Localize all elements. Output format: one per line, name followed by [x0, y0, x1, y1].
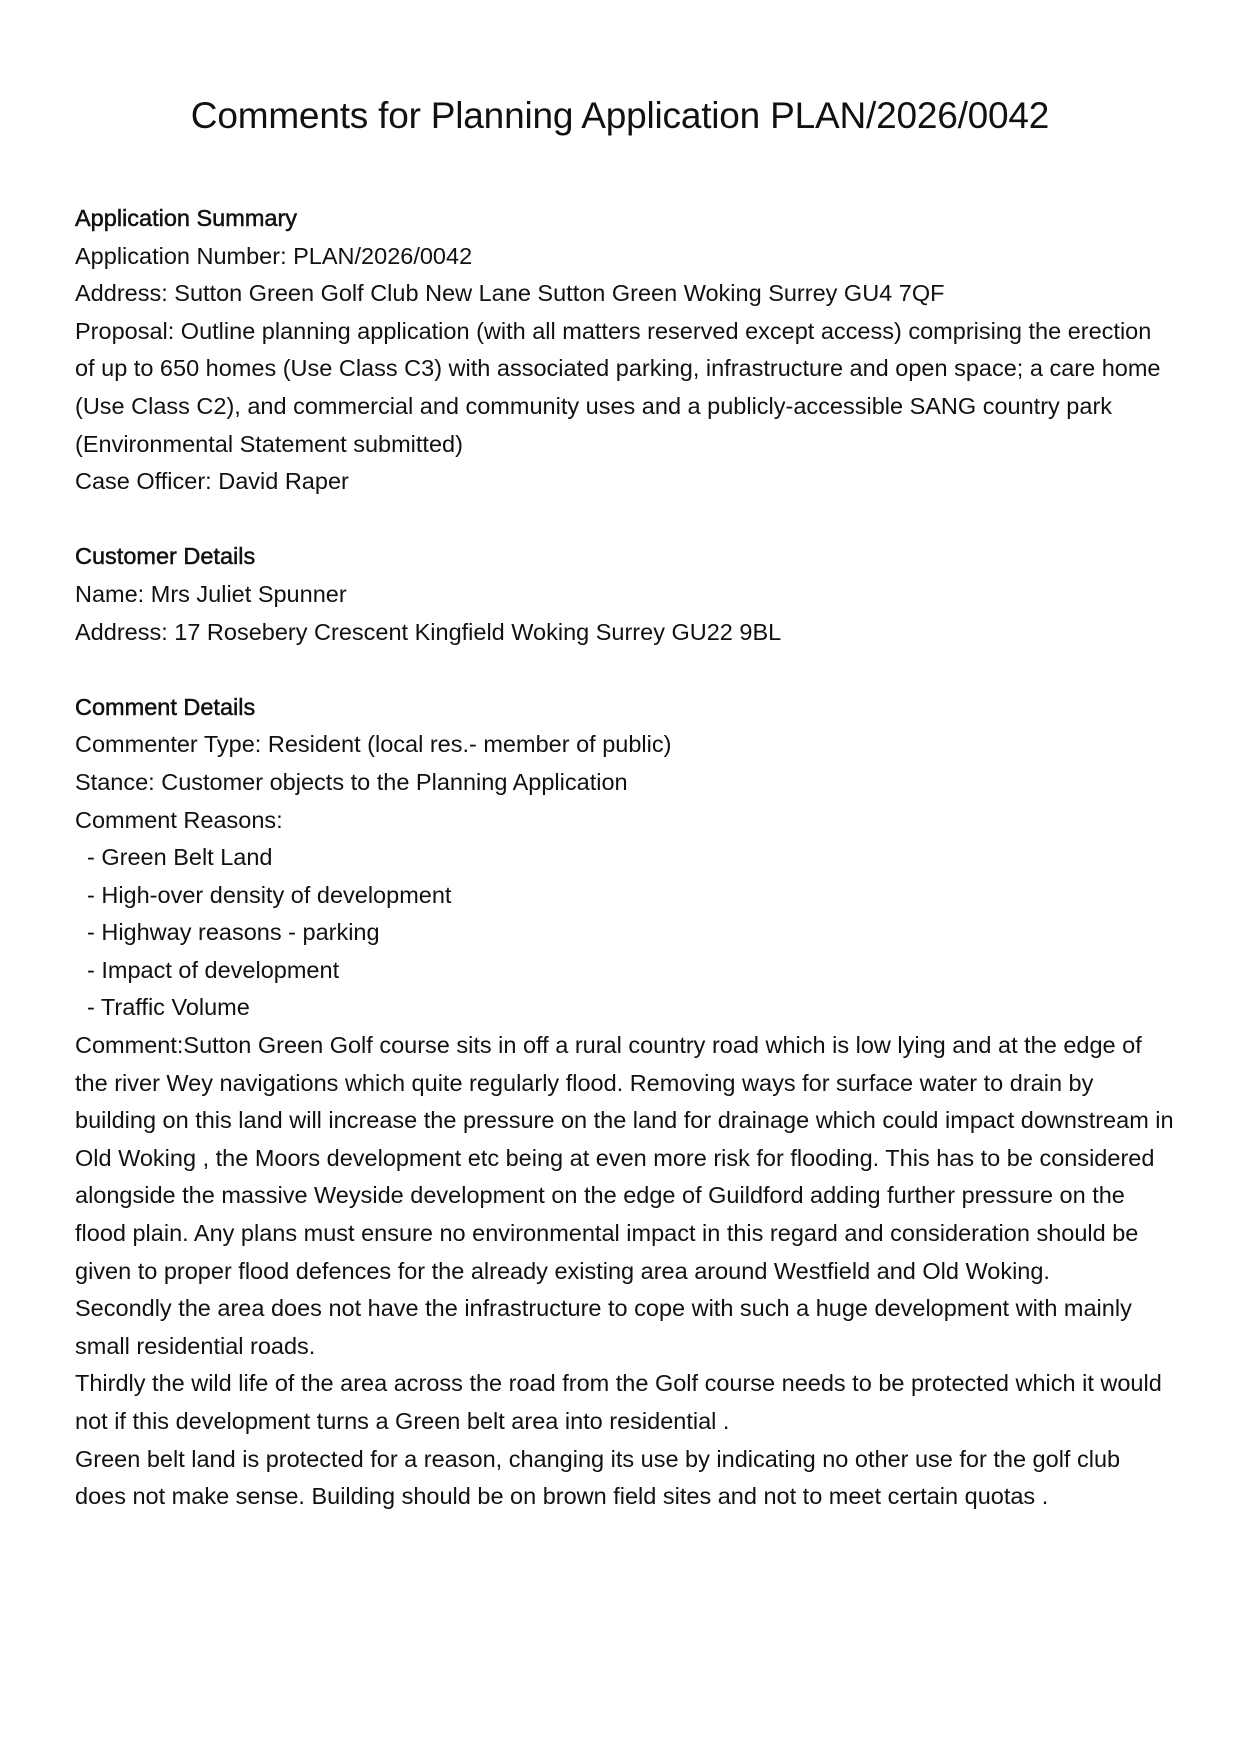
- comment-reason: - Impact of development: [87, 956, 340, 983]
- comment-paragraph: Secondly the area does not have the infrastructure to cope with such a huge development with mainly small residential roads.: [75, 1295, 1132, 1359]
- customer-details-heading: Customer Details: [75, 543, 256, 570]
- commenter-type: Commenter Type: Resident (local res.- member of public): [75, 731, 672, 758]
- case-officer: Case Officer: David Raper: [75, 468, 349, 495]
- page-title: Comments for Planning Application PLAN/2026/0042: [190, 95, 1050, 136]
- customer-address: Address: 17 Rosebery Crescent Kingfield Woking Surrey GU22 9BL: [75, 618, 782, 645]
- comment-reasons-label: Comment Reasons:: [75, 806, 283, 833]
- comment-reason: - High-over density of development: [87, 881, 452, 908]
- comment-paragraph: Green belt land is protected for a reason, changing its use by indicating no other use for the golf club does not make sense. Building should be on brown field sites and not to meet certain quotas .: [75, 1445, 1121, 1510]
- customer-details-section: [75, 538, 1175, 651]
- application-number: Application Number: PLAN/2026/0042: [75, 242, 473, 269]
- comment-details-section: [75, 689, 1175, 1516]
- customer-name: Name: Mrs Juliet Spunner: [75, 580, 347, 607]
- comment-reason: - Traffic Volume: [87, 994, 250, 1021]
- comment-paragraph: Thirdly the wild life of the area across the road from the Golf course needs to be protected which it would not if this development turns a Green belt area into residential .: [75, 1370, 1162, 1434]
- comment-details-heading: Comment Details: [75, 693, 256, 720]
- application-proposal: Proposal: Outline planning application (with all matters reserved except access) comprising the erection of up to 650 homes (Use Class C3) with associated parking, infrastructure and open space; a care home (Use Class C2), and commercial and community uses and a publicly-accessible SANG country park (Environmental Statement submitted): [75, 317, 1161, 457]
- stance: Stance: Customer objects to the Planning Application: [75, 768, 628, 795]
- document-content: [75, 200, 1175, 1553]
- comment-reason: - Green Belt Land: [87, 844, 273, 871]
- comment-reason: - Highway reasons - parking: [87, 919, 380, 946]
- comment-paragraph: Comment:Sutton Green Golf course sits in off a rural country road which is low lying and at the edge of the river Wey navigations which quite regularly flood. Removing ways for surface water to drain by building on this land will increase the pressure on the land for drainage which could impact downstream in Old Woking , the Moors development etc being at even more risk for flooding. This has to be considered alongside the massive Weyside development on the edge of Guildford adding further pressure on the flood plain. Any plans must ensure no environmental impact in this regard and consideration should be given to proper flood defences for the already existing area around Westfield and Old Woking.: [75, 1032, 1174, 1284]
- application-summary-section: [75, 200, 1175, 501]
- application-address: Address: Sutton Green Golf Club New Lane Sutton Green Woking Surrey GU4 7QF: [75, 280, 945, 307]
- application-summary-heading: Application Summary: [75, 205, 298, 231]
